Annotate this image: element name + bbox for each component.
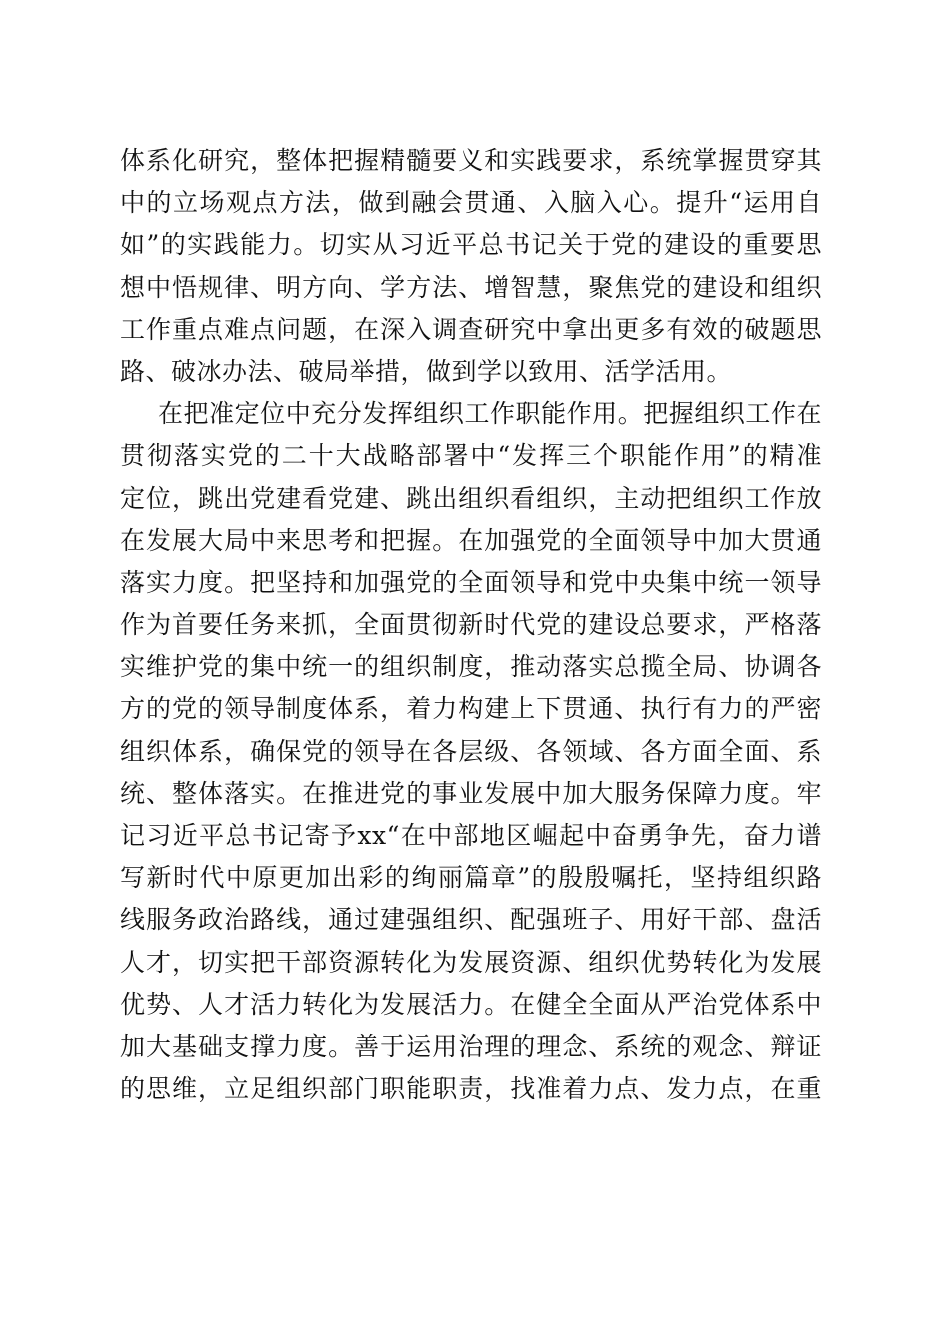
text-line: 定位，跳出党建看党建、跳出组织看组织，主动把组织工作放 [120,483,822,513]
text-line: 人才，切实把干部资源转化为发展资源、组织优势转化为发展 [120,947,822,977]
text-line: 统、整体落实。在推进党的事业发展中加大服务保障力度。牢 [120,778,822,808]
text-line: 体系化研究，整体把握精髓要义和实践要求，系统掌握贯穿其 [120,146,822,175]
text-line: 方的党的领导制度体系，着力构建上下贯通、执行有力的严密 [120,694,822,724]
text-line: 想中悟规律、明方向、学方法、增智慧，聚焦党的建设和组织 [120,272,822,302]
text-line: 实维护党的集中统一的组织制度，推动落实总揽全局、协调各 [120,652,822,682]
text-line: 写新时代中原更加出彩的绚丽篇章”的殷殷嘱托，坚持组织路 [120,863,822,893]
text-line: 路、破冰办法、破局举措，做到学以致用、活学活用。 [120,356,733,386]
text-line: 在发展大局中来思考和把握。在加强党的全面领导中加大贯通 [120,525,822,555]
text-line: 中的立场观点方法，做到融会贯通、入脑入心。提升“运用自 [120,188,822,218]
text-line: 组织体系，确保党的领导在各层级、各领域、各方面全面、系 [120,736,822,766]
text-line: 在把准定位中充分发挥组织工作职能作用。把握组织工作在 [158,399,822,429]
text-line: 作为首要任务来抓，全面贯彻新时代党的建设总要求，严格落 [120,610,822,640]
text-line: 工作重点难点问题，在深入调查研究中拿出更多有效的破题思 [120,314,822,344]
text-line: 如”的实践能力。切实从习近平总书记关于党的建设的重要思 [120,230,822,260]
text-line: 线服务政治路线，通过建强组织、配强班子、用好干部、盘活 [120,905,822,935]
text-line: 落实力度。把坚持和加强党的全面领导和党中央集中统一领导 [120,567,822,597]
text-line: 的思维，立足组织部门职能职责，找准着力点、发力点，在重 [120,1074,822,1104]
text-line: 加大基础支撑力度。善于运用治理的理念、系统的观念、辩证 [120,1031,822,1061]
text-line: 记习近平总书记寄予xx“在中部地区崛起中奋勇争先，奋力谱 [120,821,822,850]
text-line: 贯彻落实党的二十大战略部署中“发挥三个职能作用”的精准 [120,441,822,471]
body-text [120,140,822,1110]
text-line: 优势、人才活力转化为发展活力。在健全全面从严治党体系中 [120,989,822,1019]
